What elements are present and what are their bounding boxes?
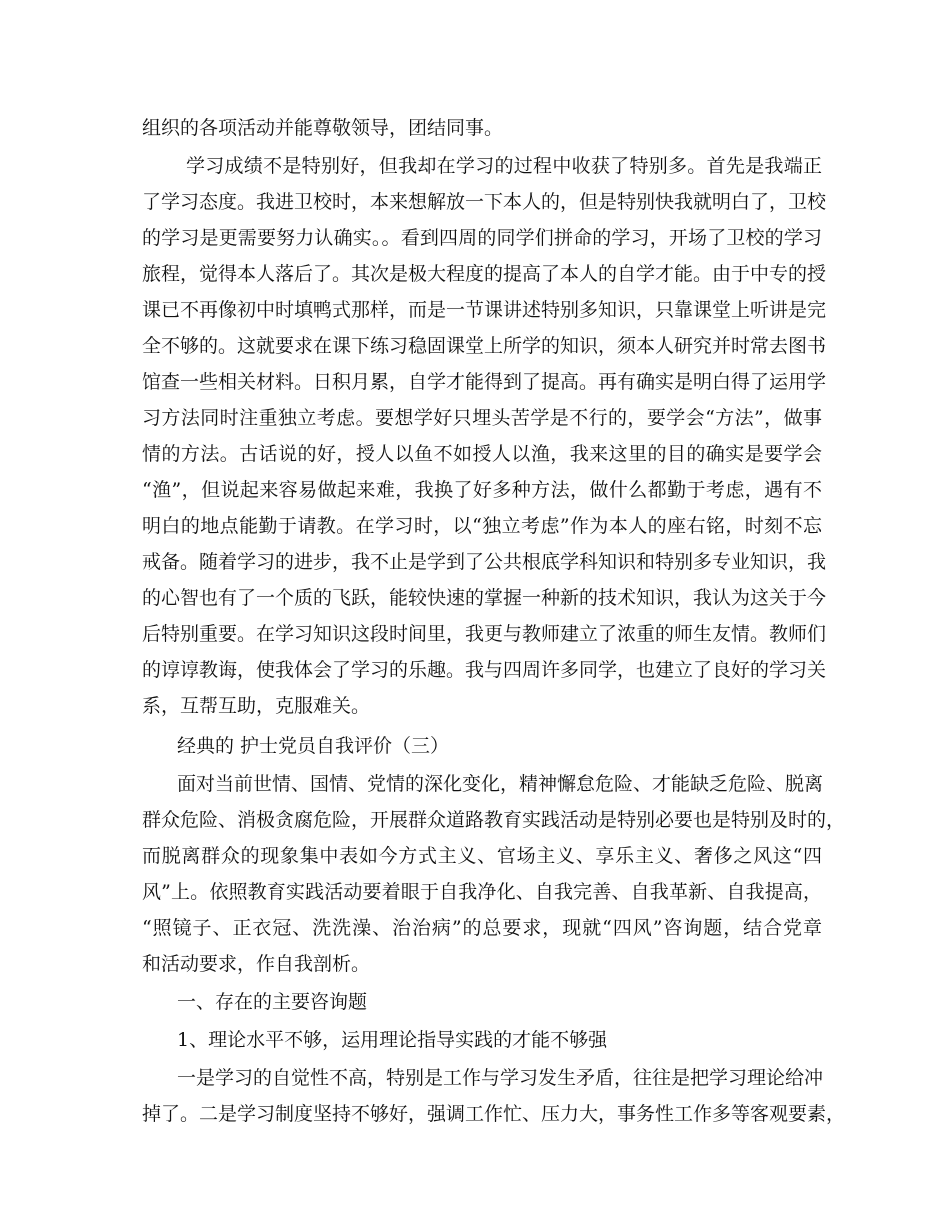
text-line: 而脱离群众的现象集中表如今方式主义、官场主义、享乐主义、奢侈之风这“四 [142, 845, 822, 867]
text-line: 后特别重要。在学习知识这段时间里，我更与教师建立了浓重的师生友情。教师们 [142, 623, 827, 645]
text-line: 群众危险、消极贪腐危险，开展群众道路教育实践活动是特别必要也是特别及时的， [142, 809, 846, 831]
text-line: 掉了。二是学习制度坚持不够好，强调工作忙、压力大，事务性工作多等客观要素， [142, 1103, 846, 1125]
text-line: 的学习是更需要努力认确实。。看到四周的同学们拼命的学习，开场了卫校的学习 [142, 227, 822, 249]
text-line: 课已不再像初中时填鸭式那样，而是一节课讲述特别多知识，只靠课堂上听讲是完 [142, 299, 827, 321]
paragraph-first-line: 学习成绩不是特别好，但我却在学习的过程中收获了特别多。首先是我端正 [186, 155, 822, 177]
paragraph-first-line: 一是学习的自觉性不高，特别是工作与学习发生矛盾，往往是把学习理论给冲 [177, 1067, 824, 1089]
text-line: 戒备。随着学习的进步，我不止是学到了公共根底学科知识和特别多专业知识，我 [142, 551, 827, 573]
numbered-heading: 1、理论水平不够，运用理论指导实践的才能不够强 [177, 1029, 608, 1051]
text-line: “渔”，但说起来容易做起来难，我换了好多种方法，做什么都勤于考虑，遇有不 [142, 479, 822, 501]
text-line: 旅程，觉得本人落后了。其次是极大程度的提高了本人的自学才能。由于中专的授 [142, 263, 827, 285]
text-line: 习方法同时注重独立考虑。要想学好只埋头苦学是不行的，要学会“方法”，做事 [142, 407, 822, 429]
paragraph-first-line: 面对当前世情、国情、党情的深化变化，精神懈怠危险、才能缺乏危险、脱离 [177, 773, 824, 795]
text-line: 的谆谆教诲，使我体会了学习的乐趣。我与四周许多同学，也建立了良好的学习关 [142, 659, 827, 681]
text-line: 系，互帮互助，克服难关。 [142, 695, 371, 717]
subsection-heading: 一、存在的主要咨询题 [177, 991, 368, 1013]
text-line: 了学习态度。我进卫校时，本来想解放一下本人的，但是特别快我就明白了，卫校 [142, 191, 827, 213]
text-line: 的心智也有了一个质的飞跃，能较快速的掌握一种新的技术知识，我认为这关于今 [142, 587, 827, 609]
text-line: 明白的地点能勤于请教。在学习时，以“独立考虑”作为本人的座右铭，时刻不忘 [142, 515, 822, 537]
text-line: 全不够的。这就要求在课下练习稳固课堂上所学的知识，须本人研究并时常去图书 [142, 335, 827, 357]
text-line: 组织的各项活动并能尊敬领导，团结同事。 [142, 117, 504, 139]
text-line: 馆查一些相关材料。日积月累，自学才能得到了提高。再有确实是明白得了运用学 [142, 371, 827, 393]
text-line: 风”上。依照教育实践活动要着眼于自我净化、自我完善、自我革新、自我提高， [142, 881, 822, 903]
section-heading: 经典的 护士党员自我评价（三） [177, 735, 450, 757]
text-line: 情的方法。古话说的好，授人以鱼不如授人以渔，我来这里的目的确实是要学会 [142, 443, 822, 465]
text-line: “照镜子、正衣冠、洗洗澡、治治病”的总要求，现就“四风”咨询题，结合党章 [142, 917, 822, 939]
text-line: 和活动要求，作自我剖析。 [142, 953, 371, 975]
